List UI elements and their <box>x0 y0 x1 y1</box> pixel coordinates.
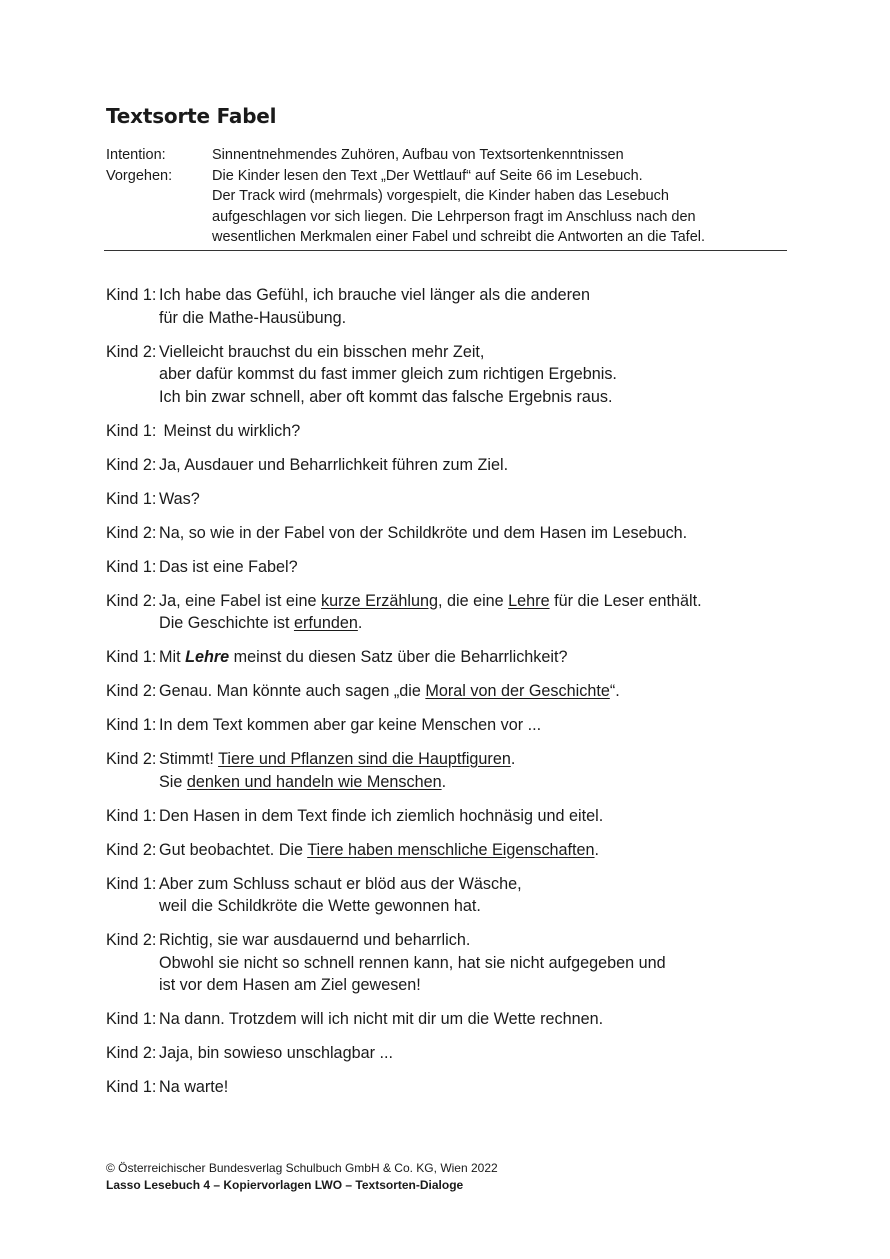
dialogue-turn <box>106 839 702 862</box>
speaker: Kind 2: <box>106 840 157 859</box>
dialogue-turn <box>106 1008 702 1031</box>
dialogue-turn <box>106 873 702 918</box>
dialogue-turn <box>106 420 702 443</box>
speech-line: Ja, eine Fabel ist eine kurze Erzählung, die eine Lehre für die Leser enthält. <box>159 591 702 610</box>
vorgehen-line: wesentlichen Merkmalen einer Fabel und schreibt die Antworten an die Tafel. <box>212 229 706 245</box>
speech-line: Gut beobachtet. Die Tiere haben menschliche Eigenschaften. <box>159 840 600 859</box>
speech-line: für die Mathe-Hausübung. <box>159 308 347 327</box>
speaker: Kind 1: <box>106 557 157 576</box>
speech-line: Das ist eine Fabel? <box>159 557 298 576</box>
speech-line: Richtig, sie war ausdauernd und beharrlich. <box>159 931 471 949</box>
vorgehen-row <box>106 166 772 248</box>
key-term: erfunden <box>293 614 358 632</box>
speech-line: Stimmt! Tiere und Pflanzen sind die Hauptfiguren. <box>159 750 516 768</box>
dialogue-turn <box>106 714 702 737</box>
intention-row <box>106 145 772 166</box>
speaker: Kind 1: <box>106 1078 157 1096</box>
divider <box>104 250 787 251</box>
speech-line: Ich habe das Gefühl, ich brauche viel länger als die anderen <box>159 286 591 304</box>
intention-label: Intention: <box>106 147 166 163</box>
speaker: Kind 2: <box>106 591 157 610</box>
dialogue-turn <box>106 556 702 579</box>
speech-line: Mit Lehre meinst du diesen Satz über die Beharrlichkeit? <box>159 648 568 666</box>
task-info <box>106 145 772 248</box>
speaker: Kind 1: <box>106 716 157 734</box>
speech-line: In dem Text kommen aber gar keine Menschen vor ... <box>159 716 542 734</box>
speech-line: Na, so wie in der Fabel von der Schildkröte und dem Hasen im Lesebuch. <box>159 523 688 542</box>
dialogue-turn <box>106 522 702 545</box>
speech-line: Na warte! <box>159 1078 229 1096</box>
dialogue-turn <box>106 646 702 669</box>
source-line: Lasso Lesebuch 4 – Kopiervorlagen LWO – Textsorten-Dialoge <box>106 1178 464 1192</box>
speaker: Kind 1: <box>106 286 157 304</box>
intention-value: Sinnentnehmendes Zuhören, Aufbau von Textsortenkenntnissen <box>212 147 624 163</box>
speaker: Kind 1: <box>106 1010 157 1028</box>
dialogue-turn <box>106 284 702 329</box>
key-term: Tiere und Pflanzen sind die Hauptfiguren <box>218 750 511 768</box>
speech-line: Genau. Man könnte auch sagen „die Moral von der Geschichte“. <box>159 682 620 700</box>
speaker: Kind 2: <box>106 682 157 700</box>
speech-line: Was? <box>159 489 200 508</box>
speaker: Kind 2: <box>106 455 157 474</box>
vorgehen-line: aufgeschlagen vor sich liegen. Die Lehrperson fragt im Anschluss nach den <box>212 208 696 225</box>
speech-line: Die Geschichte ist erfunden. <box>159 614 363 632</box>
footer <box>106 1160 498 1194</box>
dialogue-turn <box>106 341 702 409</box>
speech-line: Meinst du wirklich? <box>159 421 301 440</box>
speech-line: Aber zum Schluss schaut er blöd aus der Wäsche, <box>159 874 522 893</box>
dialogue <box>106 284 702 1110</box>
dialogue-turn <box>106 748 702 793</box>
speech-line: Jaja, bin sowieso unschlagbar ... <box>159 1044 393 1062</box>
speech-line: aber dafür kommst du fast immer gleich zum richtigen Ergebnis. <box>159 365 617 383</box>
speaker: Kind 2: <box>106 750 157 768</box>
speech-line: Vielleicht brauchst du ein bisschen mehr Zeit, <box>159 342 485 361</box>
vorgehen-line: Die Kinder lesen den Text „Der Wettlauf“ auf Seite 66 im Lesebuch. <box>212 167 643 184</box>
dialogue-turn <box>106 929 702 997</box>
dialogue-turn <box>106 1042 702 1065</box>
vorgehen-label: Vorgehen: <box>106 167 173 184</box>
dialogue-turn <box>106 454 702 477</box>
dialogue-turn <box>106 680 702 703</box>
speech-line: Na dann. Trotzdem will ich nicht mit dir um die Wette rechnen. <box>159 1010 604 1028</box>
speech-line: weil die Schildkröte die Wette gewonnen hat. <box>159 897 481 915</box>
key-term: Moral von der Geschichte <box>425 682 610 700</box>
speaker: Kind 1: <box>106 648 157 666</box>
key-term: Tiere haben menschliche Eigenschaften <box>307 840 595 859</box>
page-title: Textsorte Fabel <box>106 104 277 128</box>
speaker: Kind 2: <box>106 1044 157 1062</box>
dialogue-turn <box>106 488 702 511</box>
speaker: Kind 2: <box>106 931 157 949</box>
speaker: Kind 2: <box>106 523 157 542</box>
speech-line: Obwohl sie nicht so schnell rennen kann, hat sie nicht aufgegeben und <box>159 953 666 972</box>
emphasized-term: Lehre <box>185 648 230 666</box>
speech-line: Sie denken und handeln wie Menschen. <box>159 772 447 791</box>
dialogue-turn <box>106 805 702 828</box>
speaker: Kind 1: <box>106 489 157 508</box>
dialogue-turn <box>106 590 702 635</box>
speech-line: Ja, Ausdauer und Beharrlichkeit führen zum Ziel. <box>159 455 509 474</box>
speaker: Kind 1: <box>106 421 157 440</box>
key-term: kurze Erzählung <box>320 591 438 610</box>
speech-line: ist vor dem Hasen am Ziel gewesen! <box>159 976 421 994</box>
speech-line: Ich bin zwar schnell, aber oft kommt das falsche Ergebnis raus. <box>159 387 613 406</box>
vorgehen-line: Der Track wird (mehrmals) vorgespielt, die Kinder haben das Lesebuch <box>212 188 669 204</box>
key-term: Lehre <box>508 591 550 610</box>
speaker: Kind 1: <box>106 874 157 893</box>
key-term: denken und handeln wie Menschen <box>186 772 442 791</box>
speech-line: Den Hasen in dem Text finde ich ziemlich hochnäsig und eitel. <box>159 806 604 825</box>
copyright-line: © Österreichischer Bundesverlag Schulbuch GmbH & Co. KG, Wien 2022 <box>106 1161 498 1175</box>
dialogue-turn <box>106 1076 702 1099</box>
speaker: Kind 2: <box>106 342 157 361</box>
speaker: Kind 1: <box>106 806 157 825</box>
